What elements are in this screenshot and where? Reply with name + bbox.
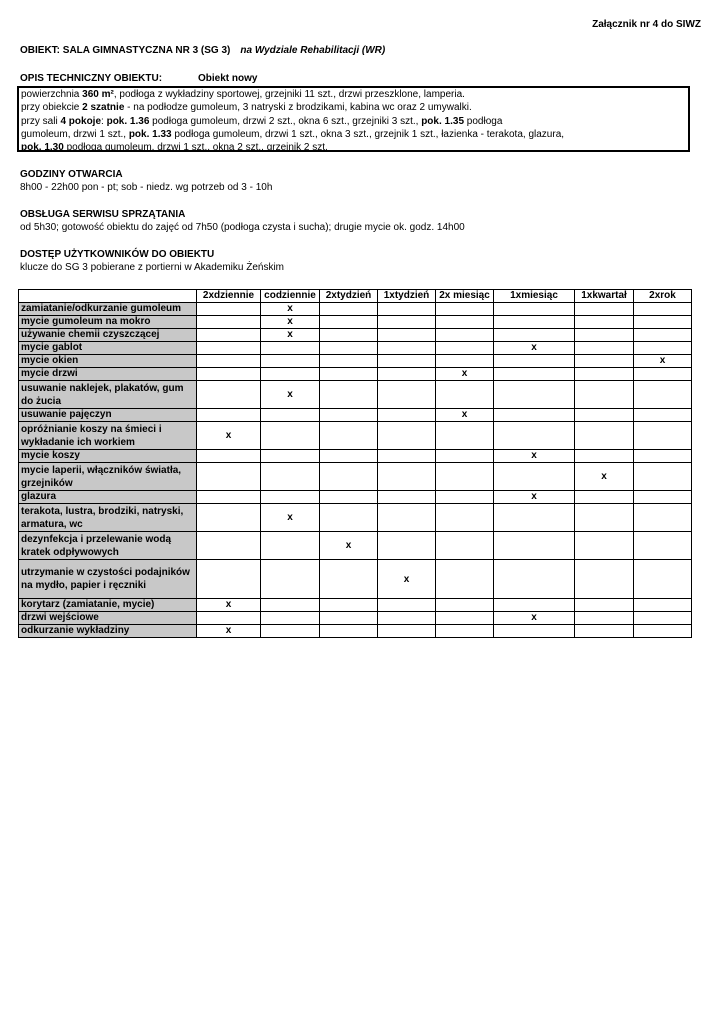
frequency-cell bbox=[261, 532, 320, 560]
tech-desc-segment: przy obiekcie bbox=[21, 102, 83, 114]
frequency-mark: x bbox=[494, 491, 575, 504]
frequency-cell bbox=[320, 560, 378, 599]
table-row bbox=[19, 625, 692, 638]
task-label: usuwanie naklejek, plakatów, gum bbox=[21, 382, 184, 394]
object-label: OBIEKT: SALA GIMNASTYCZNA NR 3 (SG 3) bbox=[20, 45, 231, 56]
frequency-cell bbox=[575, 368, 634, 381]
frequency-mark: x bbox=[494, 612, 575, 625]
task-cell bbox=[19, 355, 197, 368]
table-row bbox=[19, 329, 692, 342]
frequency-cell bbox=[634, 491, 692, 504]
frequency-mark: x bbox=[197, 625, 261, 638]
tech-desc-value: Obiekt nowy bbox=[198, 73, 258, 84]
task-cell bbox=[19, 491, 197, 504]
frequency-cell bbox=[634, 329, 692, 342]
frequency-cell bbox=[320, 368, 378, 381]
frequency-cell bbox=[575, 532, 634, 560]
frequency-cell bbox=[261, 599, 320, 612]
frequency-cell bbox=[197, 560, 261, 599]
column-header: 2xdziennie bbox=[197, 290, 261, 303]
frequency-cell bbox=[575, 381, 634, 409]
task-label: armatura, wc bbox=[21, 518, 83, 530]
tech-desc-line bbox=[21, 141, 686, 154]
frequency-cell bbox=[575, 409, 634, 422]
frequency-cell bbox=[320, 303, 378, 316]
frequency-cell bbox=[261, 560, 320, 599]
frequency-cell bbox=[634, 342, 692, 355]
task-label: korytarz (zamiatanie, mycie) bbox=[21, 599, 155, 610]
task-cell bbox=[19, 612, 197, 625]
frequency-cell bbox=[436, 329, 494, 342]
tech-desc-segment: 360 m² bbox=[82, 89, 114, 100]
frequency-cell bbox=[378, 422, 436, 450]
frequency-cell bbox=[436, 612, 494, 625]
object-heading bbox=[20, 45, 385, 56]
frequency-cell bbox=[261, 422, 320, 450]
tech-desc-line bbox=[21, 115, 686, 128]
task-cell bbox=[19, 409, 197, 422]
column-header: codziennie bbox=[261, 290, 320, 303]
table-row bbox=[19, 368, 692, 381]
frequency-mark: x bbox=[261, 504, 320, 532]
frequency-cell bbox=[197, 491, 261, 504]
frequency-cell bbox=[634, 463, 692, 491]
table-row bbox=[19, 342, 692, 355]
header-corner bbox=[19, 290, 197, 303]
table-header-row bbox=[19, 290, 692, 303]
frequency-cell bbox=[320, 450, 378, 463]
frequency-mark: x bbox=[494, 342, 575, 355]
frequency-cell bbox=[634, 381, 692, 409]
frequency-cell bbox=[634, 504, 692, 532]
frequency-cell bbox=[378, 381, 436, 409]
task-cell bbox=[19, 560, 197, 599]
tech-desc-segment: podłoga gumoleum, drzwi 1 szt., okna 3 szt., grzejnik 1 szt., łazienka - terakota, glazura, bbox=[171, 128, 565, 140]
frequency-cell bbox=[436, 355, 494, 368]
frequency-cell bbox=[378, 368, 436, 381]
frequency-cell bbox=[575, 316, 634, 329]
frequency-cell bbox=[320, 342, 378, 355]
frequency-cell bbox=[575, 303, 634, 316]
frequency-mark: x bbox=[575, 463, 634, 491]
table-row bbox=[19, 355, 692, 368]
frequency-mark: x bbox=[261, 316, 320, 329]
frequency-cell bbox=[378, 612, 436, 625]
frequency-cell bbox=[378, 329, 436, 342]
task-cell bbox=[19, 303, 197, 316]
frequency-cell bbox=[436, 599, 494, 612]
task-label: używanie chemii czyszczącej bbox=[21, 329, 160, 340]
tech-desc-box bbox=[17, 86, 690, 152]
frequency-cell bbox=[494, 463, 575, 491]
frequency-cell bbox=[197, 532, 261, 560]
frequency-cell bbox=[436, 491, 494, 504]
frequency-cell bbox=[320, 329, 378, 342]
task-cell bbox=[19, 504, 197, 532]
frequency-cell bbox=[197, 612, 261, 625]
frequency-cell bbox=[261, 625, 320, 638]
task-label: grzejników bbox=[21, 477, 73, 489]
access-text: klucze do SG 3 pobierane z portierni w Akademiku Żeńskim bbox=[20, 262, 285, 273]
frequency-cell bbox=[378, 599, 436, 612]
frequency-cell bbox=[320, 463, 378, 491]
frequency-cell bbox=[634, 316, 692, 329]
frequency-cell bbox=[197, 303, 261, 316]
tech-desc-segment: podłoga gumoleum, drzwi 2 szt., okna 6 szt., grzejniki 3 szt., bbox=[149, 115, 422, 127]
table-row bbox=[19, 463, 692, 491]
tech-desc-segment: 4 pokoje bbox=[60, 115, 102, 127]
tech-desc-segment: pok. 1.33 bbox=[128, 128, 172, 140]
frequency-cell bbox=[575, 450, 634, 463]
table-row bbox=[19, 303, 692, 316]
frequency-cell bbox=[320, 612, 378, 625]
task-label: terakota, lustra, brodziki, natryski, bbox=[21, 505, 184, 517]
frequency-cell bbox=[378, 504, 436, 532]
frequency-cell bbox=[261, 463, 320, 491]
frequency-cell bbox=[575, 504, 634, 532]
frequency-mark: x bbox=[261, 381, 320, 409]
tech-desc-segment: podłoga gumoleum, drzwi 1 szt., okna 2 szt., grzejnik 2 szt. bbox=[63, 142, 328, 154]
frequency-cell bbox=[261, 342, 320, 355]
frequency-cell bbox=[575, 560, 634, 599]
frequency-cell bbox=[494, 355, 575, 368]
frequency-cell bbox=[494, 625, 575, 638]
frequency-cell bbox=[436, 316, 494, 329]
table-row bbox=[19, 560, 692, 599]
frequency-cell bbox=[320, 422, 378, 450]
tech-desc-segment: podłoga bbox=[464, 115, 503, 127]
column-header: 1xmiesiąc bbox=[494, 290, 575, 303]
frequency-cell bbox=[261, 355, 320, 368]
frequency-cell bbox=[494, 599, 575, 612]
tech-desc-segment: przy sali bbox=[21, 115, 61, 127]
tech-desc-line bbox=[21, 128, 686, 141]
tech-desc-label: OPIS TECHNICZNY OBIEKTU: bbox=[20, 73, 163, 84]
frequency-cell bbox=[378, 532, 436, 560]
frequency-cell bbox=[320, 409, 378, 422]
frequency-cell bbox=[575, 625, 634, 638]
frequency-cell bbox=[320, 316, 378, 329]
task-label: mycie drzwi bbox=[21, 368, 78, 379]
frequency-cell bbox=[634, 422, 692, 450]
task-label: zamiatanie/odkurzanie gumoleum bbox=[21, 303, 182, 314]
task-cell bbox=[19, 625, 197, 638]
frequency-cell bbox=[494, 560, 575, 599]
hours-text: 8h00 - 22h00 pon - pt; sob - niedz. wg potrzeb od 3 - 10h bbox=[20, 182, 273, 193]
frequency-cell bbox=[575, 329, 634, 342]
task-label: opróżnianie koszy na śmieci i bbox=[21, 423, 162, 435]
task-cell bbox=[19, 463, 197, 491]
frequency-cell bbox=[634, 303, 692, 316]
table-row bbox=[19, 612, 692, 625]
frequency-cell bbox=[197, 409, 261, 422]
frequency-cell bbox=[378, 463, 436, 491]
task-label: drzwi wejściowe bbox=[21, 612, 99, 623]
frequency-cell bbox=[261, 612, 320, 625]
frequency-cell bbox=[378, 409, 436, 422]
table-row bbox=[19, 504, 692, 532]
frequency-cell bbox=[320, 504, 378, 532]
task-cell bbox=[19, 329, 197, 342]
tech-desc-segment: - na podłodze gumoleum, 3 natryski z brodzikami, kabina wc oraz 2 umywalki. bbox=[124, 102, 472, 114]
task-cell bbox=[19, 342, 197, 355]
frequency-mark: x bbox=[261, 303, 320, 316]
task-label: mycie okien bbox=[21, 355, 79, 366]
frequency-cell bbox=[261, 409, 320, 422]
task-cell bbox=[19, 316, 197, 329]
frequency-cell bbox=[575, 599, 634, 612]
task-cell bbox=[19, 368, 197, 381]
frequency-cell bbox=[197, 368, 261, 381]
frequency-cell bbox=[261, 491, 320, 504]
frequency-cell bbox=[261, 368, 320, 381]
frequency-cell bbox=[494, 532, 575, 560]
frequency-cell bbox=[378, 316, 436, 329]
frequency-cell bbox=[436, 463, 494, 491]
frequency-cell bbox=[197, 355, 261, 368]
frequency-cell bbox=[261, 450, 320, 463]
frequency-cell bbox=[634, 612, 692, 625]
frequency-cell bbox=[197, 463, 261, 491]
task-cell bbox=[19, 422, 197, 450]
frequency-cell bbox=[436, 625, 494, 638]
frequency-cell bbox=[197, 329, 261, 342]
frequency-cell bbox=[436, 303, 494, 316]
frequency-cell bbox=[634, 560, 692, 599]
tech-desc-segment: gumoleum, drzwi 1 szt., bbox=[21, 128, 129, 140]
task-label: do żucia bbox=[21, 395, 62, 407]
frequency-cell bbox=[197, 504, 261, 532]
task-label: kratek odpływowych bbox=[21, 546, 119, 558]
frequency-mark: x bbox=[436, 368, 494, 381]
frequency-cell bbox=[197, 316, 261, 329]
frequency-cell bbox=[320, 381, 378, 409]
table-row bbox=[19, 381, 692, 409]
tech-desc-segment: pok. 1.30 bbox=[21, 142, 64, 154]
frequency-cell bbox=[378, 450, 436, 463]
task-label: dezynfekcja i przelewanie wodą bbox=[21, 533, 172, 545]
frequency-cell bbox=[320, 355, 378, 368]
frequency-cell bbox=[197, 342, 261, 355]
frequency-cell bbox=[575, 342, 634, 355]
task-cell bbox=[19, 599, 197, 612]
frequency-cell bbox=[197, 381, 261, 409]
task-cell bbox=[19, 381, 197, 409]
frequency-cell bbox=[436, 560, 494, 599]
table-row bbox=[19, 491, 692, 504]
frequency-cell bbox=[378, 342, 436, 355]
tech-desc-segment: , podłoga z wykładziny sportowej, grzejniki 11 szt., drzwi przeszklone, lamperia. bbox=[113, 89, 465, 100]
task-cell bbox=[19, 532, 197, 560]
frequency-cell bbox=[436, 532, 494, 560]
column-header: 2xrok bbox=[634, 290, 692, 303]
frequency-cell bbox=[494, 303, 575, 316]
cleaning-title: OBSŁUGA SERWISU SPRZĄTANIA bbox=[20, 209, 186, 220]
frequency-cell bbox=[436, 450, 494, 463]
task-label: na mydło, papier i ręczniki bbox=[21, 580, 147, 591]
frequency-cell bbox=[494, 316, 575, 329]
task-label: usuwanie pajęczyn bbox=[21, 409, 112, 420]
frequency-cell bbox=[494, 381, 575, 409]
frequency-cell bbox=[575, 422, 634, 450]
table-row bbox=[19, 532, 692, 560]
frequency-cell bbox=[634, 625, 692, 638]
frequency-cell bbox=[197, 450, 261, 463]
table-row bbox=[19, 422, 692, 450]
frequency-cell bbox=[320, 491, 378, 504]
tech-desc-line bbox=[21, 88, 686, 101]
table-row bbox=[19, 316, 692, 329]
frequency-cell bbox=[436, 381, 494, 409]
frequency-cell bbox=[378, 625, 436, 638]
frequency-cell bbox=[575, 612, 634, 625]
frequency-cell bbox=[436, 342, 494, 355]
frequency-cell bbox=[378, 491, 436, 504]
task-label: mycie laperii, włączników światła, bbox=[21, 464, 182, 476]
frequency-mark: x bbox=[320, 532, 378, 560]
frequency-cell bbox=[320, 625, 378, 638]
frequency-cell bbox=[494, 409, 575, 422]
tech-desc-segment: : bbox=[101, 115, 107, 127]
tech-desc-segment: pok. 1.35 bbox=[421, 115, 465, 127]
hours-title: GODZINY OTWARCIA bbox=[20, 169, 123, 180]
frequency-cell bbox=[634, 532, 692, 560]
frequency-cell bbox=[378, 303, 436, 316]
tech-desc-segment: powierzchnia bbox=[21, 89, 83, 100]
frequency-mark: x bbox=[378, 560, 436, 599]
frequency-cell bbox=[634, 368, 692, 381]
cleaning-schedule-table bbox=[18, 289, 692, 638]
table-row bbox=[19, 599, 692, 612]
task-label: glazura bbox=[21, 491, 57, 502]
task-cell bbox=[19, 450, 197, 463]
table-row bbox=[19, 450, 692, 463]
frequency-mark: x bbox=[634, 355, 692, 368]
column-header: 1xtydzień bbox=[378, 290, 436, 303]
frequency-cell bbox=[320, 599, 378, 612]
frequency-cell bbox=[575, 355, 634, 368]
frequency-cell bbox=[634, 450, 692, 463]
task-label: mycie gumoleum na mokro bbox=[21, 316, 151, 327]
task-label: odkurzanie wykładziny bbox=[21, 625, 130, 636]
frequency-cell bbox=[494, 368, 575, 381]
task-label: utrzymanie w czystości podajników bbox=[21, 567, 190, 578]
frequency-cell bbox=[575, 491, 634, 504]
task-label: mycie koszy bbox=[21, 450, 80, 461]
frequency-cell bbox=[436, 422, 494, 450]
frequency-cell bbox=[634, 599, 692, 612]
object-location: na Wydziale Rehabilitacji (WR) bbox=[240, 45, 386, 56]
frequency-cell bbox=[494, 422, 575, 450]
tech-desc-segment: 2 szatnie bbox=[82, 102, 125, 114]
task-label: mycie gablot bbox=[21, 342, 83, 353]
table-row bbox=[19, 409, 692, 422]
annex-label: Załącznik nr 4 do SIWZ bbox=[592, 19, 701, 30]
cleaning-text: od 5h30; gotowość obiektu do zajęć od 7h50 (podłoga czysta i sucha); drugie mycie ok. godz. 14h00 bbox=[20, 222, 465, 233]
frequency-mark: x bbox=[197, 599, 261, 612]
frequency-cell bbox=[378, 355, 436, 368]
frequency-mark: x bbox=[261, 329, 320, 342]
column-header: 1xkwartał bbox=[575, 290, 634, 303]
task-label: wykładanie ich workiem bbox=[21, 436, 135, 448]
column-header: 2x miesiąc bbox=[436, 290, 494, 303]
access-title: DOSTĘP UŻYTKOWNIKÓW DO OBIEKTU bbox=[20, 249, 215, 260]
frequency-cell bbox=[436, 504, 494, 532]
column-header: 2xtydzień bbox=[320, 290, 378, 303]
frequency-cell bbox=[494, 504, 575, 532]
frequency-mark: x bbox=[197, 422, 261, 450]
frequency-cell bbox=[634, 409, 692, 422]
frequency-mark: x bbox=[494, 450, 575, 463]
frequency-mark: x bbox=[436, 409, 494, 422]
frequency-cell bbox=[494, 329, 575, 342]
tech-desc-line bbox=[21, 101, 686, 114]
tech-desc-segment: pok. 1.36 bbox=[106, 115, 150, 127]
